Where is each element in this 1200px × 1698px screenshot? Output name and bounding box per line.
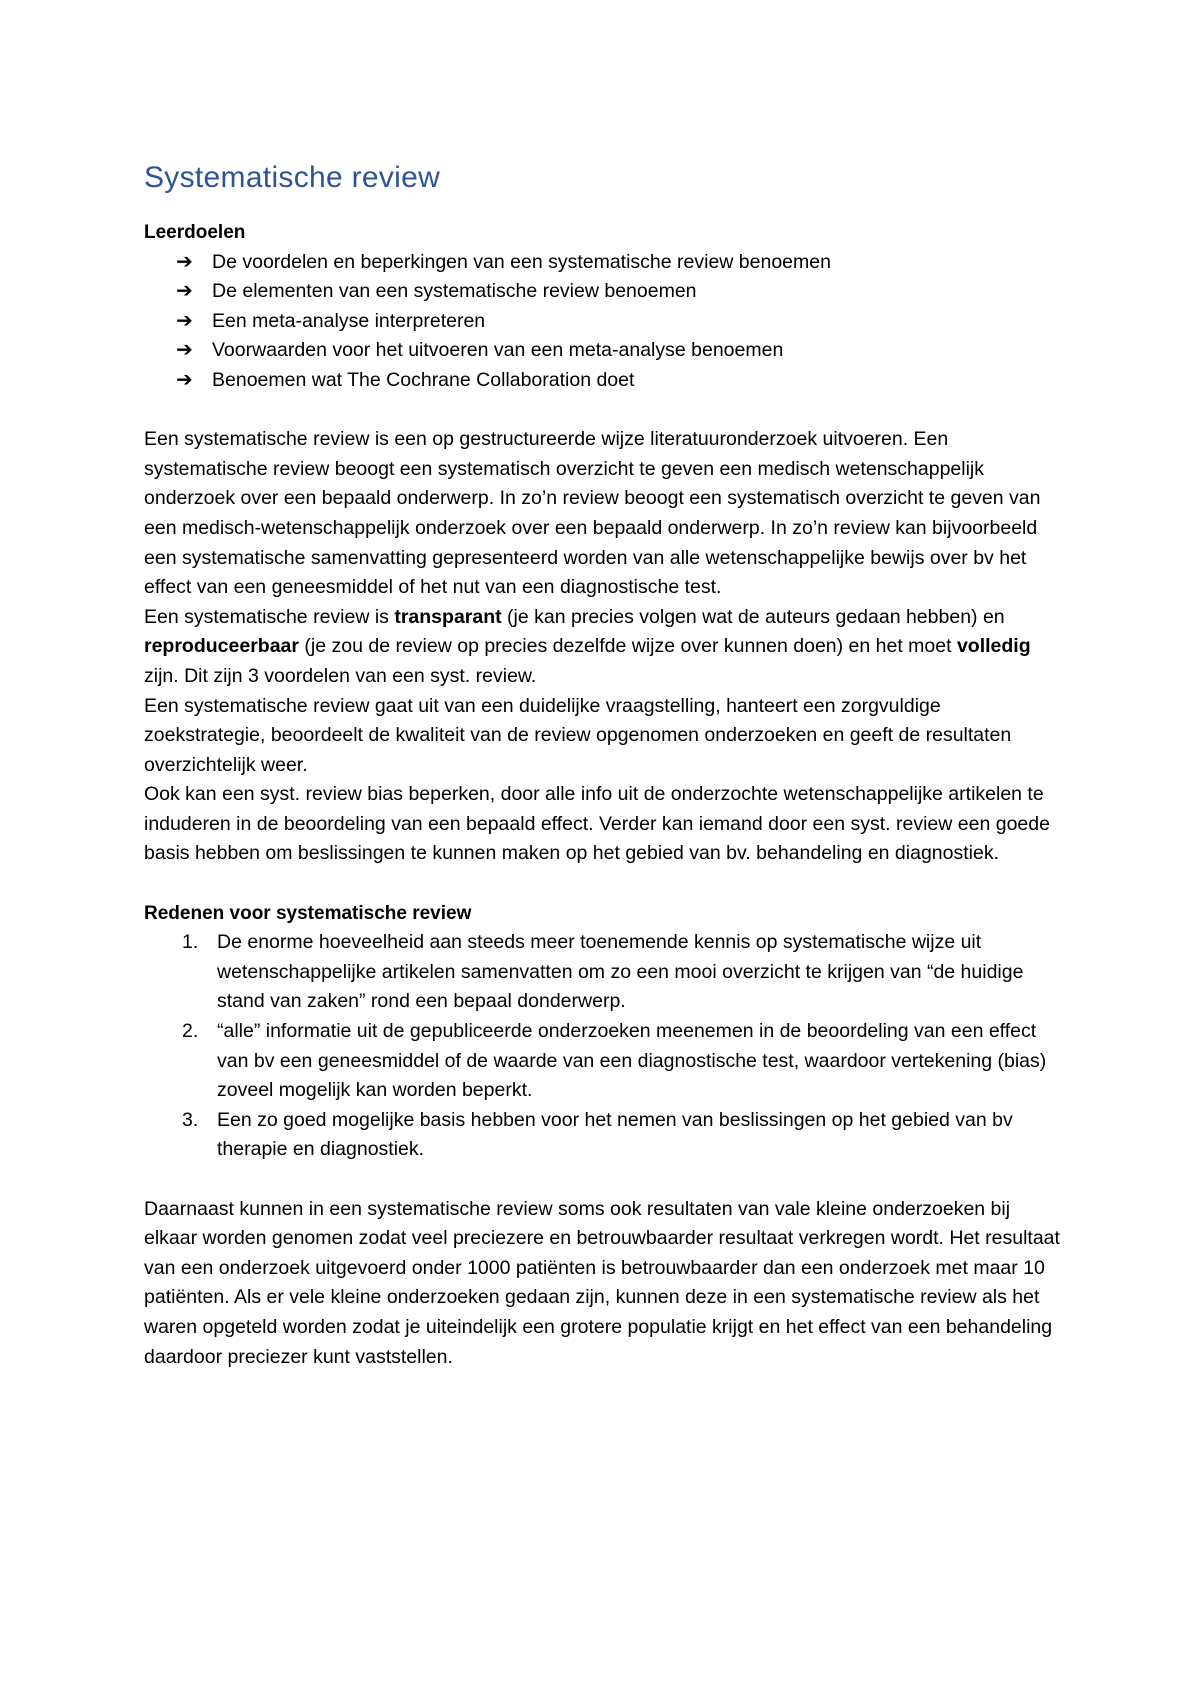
reasons-list: [144, 928, 1064, 1165]
learning-goals-list: [144, 248, 1064, 396]
list-item-text: “alle” informatie uit de gepubliceerde onderzoeken meenemen in de beoordeling van een effect van bv een geneesmiddel of de waarde van een diagnostische test, waardoor vertekening (bias) zoveel mogelijk kan worden beperkt.: [217, 1020, 1047, 1102]
list-number: 2.: [182, 1020, 199, 1043]
learning-goals-heading: Leerdoelen: [144, 222, 246, 243]
list-item-text: Een meta-analyse interpreteren: [212, 309, 486, 332]
intro-paragraph-1: Een systematische review is een op gestructureerde wijze literatuuronderzoek uitvoeren. Een systematische review beoogt een systematisch overzicht te geven een medisch wetenschappelijk onderzoek over een bepaald onderwerp. In zo’n review beoogt een systematisch overzicht te geven van een medisch-wetenschappelijk onderzoek over een bepaald onderwerp. In zo’n review kan bijvoorbeeld een systematische samenvatting gepresenteerd worden van alle wetenschappelijke bewijs over bv het effect van een geneesmiddel of het nut van een diagnostische test.: [144, 428, 1041, 599]
list-item: [176, 248, 1064, 278]
arrow-right-icon: ➔: [176, 339, 193, 362]
text-run: Een systematische review is: [144, 605, 395, 628]
list-number: 1.: [182, 931, 199, 954]
list-item-text: De voordelen en beperkingen van een systematische review benoemen: [212, 250, 831, 273]
bold-text-volledig: volledig: [956, 635, 1031, 658]
text-run: zijn. Dit zijn 3 voordelen van een syst. review.: [144, 664, 537, 687]
spacer: [144, 1165, 1064, 1195]
arrow-right-icon: ➔: [176, 280, 193, 303]
arrow-right-icon: ➔: [176, 368, 193, 391]
bold-text-reproduceerbaar: reproduceerbaar: [144, 635, 299, 658]
list-item: [176, 366, 1064, 396]
list-item: [176, 307, 1064, 337]
closing-paragraph: Daarnaast kunnen in een systematische review soms ook resultaten van vale kleine onderzoeken bij elkaar worden genomen zodat veel preciezere en betrouwbaarder resultaat verkregen wordt. Het resultaat van een onderzoek uitgevoerd onder 1000 patiënten is betrouwbaarder dan een onderzoek met maar 10 patiënten. Als er vele kleine onderzoeken gedaan zijn, kunnen deze in een systematische review als het waren opgeteld worden zodat je uiteindelijk een grotere populatie krijgt en het effect van een behandeling daardoor preciezer kunt vaststellen.: [144, 1197, 1060, 1368]
list-item-text: Voorwaarden voor het uitvoeren van een meta-analyse benoemen: [212, 339, 784, 362]
bold-text-transparant: transparant: [394, 605, 502, 628]
spacer: [144, 869, 1064, 899]
intro-paragraph-3: Een systematische review gaat uit van een duidelijke vraagstelling, hanteert een zorgvuldige zoekstrategie, beoordeelt de kwaliteit van de review opgenomen onderzoeken en geeft de resultaten overzichtelijk weer.: [144, 694, 1012, 776]
intro-paragraph-4: Ook kan een syst. review bias beperken, door alle info uit de onderzochte wetenschappelijke artikelen te induderen in de beoordeling van een bepaald effect. Verder kan iemand door een syst. review een goede basis hebben om beslissingen te kunnen maken op het gebied van bv. behandeling en diagnostiek.: [144, 783, 1050, 865]
list-item: [176, 277, 1064, 307]
list-item-text: Een zo goed mogelijke basis hebben voor het nemen van beslissingen op het gebied van bv therapie en diagnostiek.: [217, 1108, 1013, 1161]
list-item: [182, 928, 1064, 1017]
list-item: [182, 1017, 1064, 1106]
arrow-right-icon: ➔: [176, 309, 193, 332]
intro-paragraph-2: [144, 603, 1064, 692]
page-title: Systematische review: [144, 161, 441, 194]
text-run: (je kan precies volgen wat de auteurs gedaan hebben) en: [501, 605, 1005, 628]
list-item-text: De enorme hoeveelheid aan steeds meer toenemende kennis op systematische wijze uit wetenschappelijke artikelen samenvatten om zo een mooi overzicht te krijgen van “de huidige stand van zaken” rond een bepaal donderwerp.: [217, 931, 1024, 1013]
list-number: 3.: [182, 1108, 199, 1131]
list-item: [176, 336, 1064, 366]
list-item-text: De elementen van een systematische review benoemen: [212, 280, 697, 303]
arrow-right-icon: ➔: [176, 250, 193, 273]
document-page: [144, 160, 1064, 1372]
spacer: [144, 396, 1064, 426]
text-run: (je zou de review op precies dezelfde wijze over kunnen doen) en het moet: [298, 635, 957, 658]
reasons-heading: Redenen voor systematische review: [144, 902, 472, 924]
list-item-text: Benoemen wat The Cochrane Collaboration doet: [212, 368, 635, 391]
list-item: [182, 1106, 1064, 1165]
